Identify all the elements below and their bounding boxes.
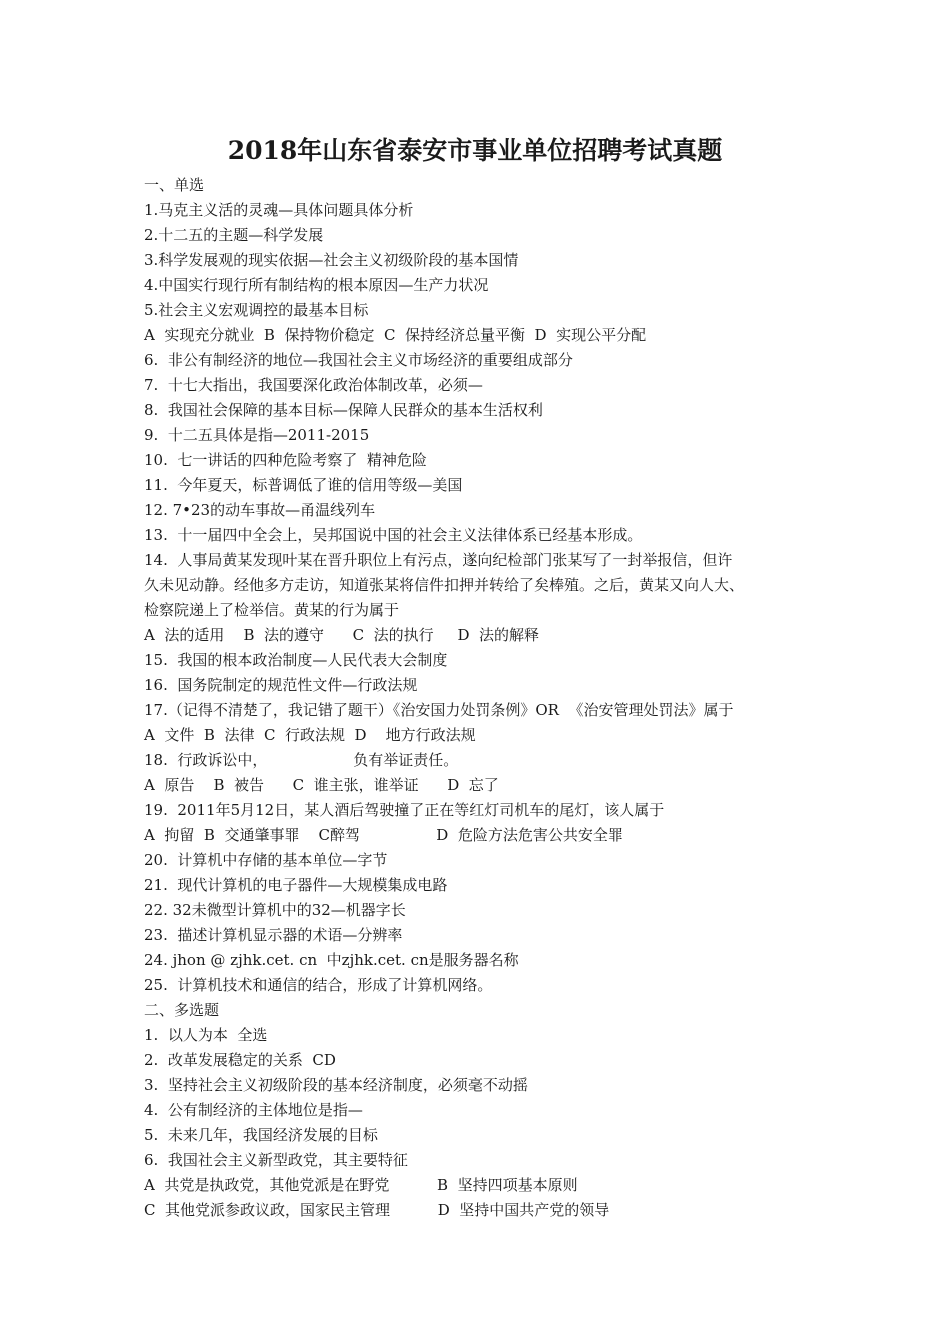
- text-line: C 其他党派参政议政，国家民主管理 D 坚持中国共产党的领导: [144, 1201, 610, 1219]
- text-line: 9. 十二五具体是指—2011-2015: [144, 426, 370, 444]
- text-line: 2.十二五的主题—科学发展: [144, 226, 324, 244]
- text-line: 14. 人事局黄某发现叶某在晋升职位上有污点，遂向纪检部门张某写了一封举报信，但许: [144, 551, 733, 569]
- text-line: 2. 改革发展稳定的关系 CD: [144, 1051, 336, 1069]
- text-line: 17.（记得不清楚了，我记错了题干）《治安国力处罚条例》OR 《治安管理处罚法》属于: [144, 701, 734, 719]
- text-line: 20. 计算机中存储的基本单位—字节: [144, 851, 388, 869]
- document-title: 2018年山东省泰安市事业单位招聘考试真题: [227, 136, 723, 165]
- text-line: 检察院递上了检举信。黄某的行为属于: [144, 601, 400, 619]
- text-line: 13. 十一届四中全会上，吴邦国说中国的社会主义法律体系已经基本形成。: [144, 526, 643, 544]
- text-line: 7. 十七大指出，我国要深化政治体制改革，必须—: [144, 376, 483, 394]
- text-line: A 法的适用 B 法的遵守 C 法的执行 D 法的解释: [144, 626, 540, 644]
- text-line: 25. 计算机技术和通信的结合，形成了计算机网络。: [144, 976, 493, 994]
- text-line: 1. 以人为本 全选: [144, 1026, 268, 1044]
- text-line: 8. 我国社会保障的基本目标—保障人民群众的基本生活权利: [144, 401, 543, 419]
- text-line: 6. 非公有制经济的地位—我国社会主义市场经济的重要组成部分: [144, 351, 573, 369]
- text-line: 10. 七一讲话的四种危险考察了 精神危险: [144, 451, 427, 469]
- text-line: 12. 7•23的动车事故—甬温线列车: [144, 501, 376, 519]
- text-line: 5.社会主义宏观调控的最基本目标: [144, 301, 369, 319]
- text-line: A 实现充分就业 B 保持物价稳定 C 保持经济总量平衡 D 实现公平分配: [144, 326, 647, 344]
- text-line: 11. 今年夏天，标普调低了谁的信用等级—美国: [144, 476, 463, 494]
- text-line: 5. 未来几年，我国经济发展的目标: [144, 1126, 378, 1144]
- text-line: 3. 坚持社会主义初级阶段的基本经济制度，必须毫不动摇: [144, 1076, 528, 1094]
- text-line: 19. 2011年5月12日，某人酒后驾驶撞了正在等红灯司机车的尾灯，该人属于: [144, 801, 665, 819]
- text-line: 22. 32未微型计算机中的32—机器字长: [144, 901, 406, 919]
- text-line: 一、单选: [144, 176, 205, 194]
- text-line: 16. 国务院制定的规范性文件—行政法规: [144, 676, 418, 694]
- text-line: A 共党是执政党，其他党派是在野党 B 坚持四项基本原则: [144, 1176, 578, 1194]
- document-body: [144, 173, 814, 1223]
- text-line: 二、多选题: [144, 1001, 220, 1019]
- text-line: 1.马克主义活的灵魂—具体问题具体分析: [144, 201, 414, 219]
- text-line: 24. jhon @ zjhk.cet. cn 中zjhk.cet. cn是服务器名称: [144, 951, 519, 969]
- text-line: 15. 我国的根本政治制度—人民代表大会制度: [144, 651, 448, 669]
- text-line: 21. 现代计算机的电子器件—大规模集成电路: [144, 876, 448, 894]
- text-line: A 原告 B 被告 C 谁主张，谁举证 D 忘了: [144, 776, 499, 794]
- text-line: 4.中国实行现行所有制结构的根本原因—生产力状况: [144, 276, 489, 294]
- text-line: 23. 描述计算机显示器的术语—分辨率: [144, 926, 403, 944]
- text-line: A 拘留 B 交通肇事罪 C醉驾 D 危险方法危害公共安全罪: [144, 826, 623, 844]
- text-line: 4. 公有制经济的主体地位是指—: [144, 1101, 363, 1119]
- text-line: 6. 我国社会主义新型政党，其主要特征: [144, 1151, 408, 1169]
- text-line: 久未见动静。经他多方走访，知道张某将信件扣押并转给了矣棒殖。之后，黄某又向人大、: [144, 576, 745, 594]
- text-line: 18. 行政诉讼中， 负有举证责任。: [144, 751, 459, 769]
- text-line: A 文件 B 法律 C 行政法规 D 地方行政法规: [144, 726, 476, 744]
- text-line: 3.科学发展观的现实依据—社会主义初级阶段的基本国情: [144, 251, 519, 269]
